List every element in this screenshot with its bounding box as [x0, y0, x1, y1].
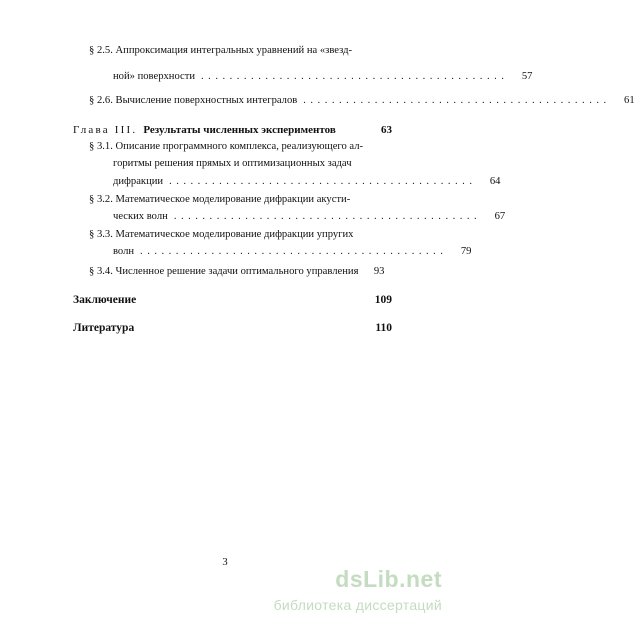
toc-entry-2-5-number: § 2.5. [89, 45, 113, 56]
toc-leader-dots: ........................................... [169, 176, 477, 187]
toc-conclusion-title: Заключение [73, 294, 137, 306]
watermark-logo: dsLib.net [335, 566, 442, 592]
toc-entry-3-1-line1 [89, 140, 363, 153]
watermark-subtitle: библиотека диссертаций [273, 597, 442, 613]
toc-entry-2-6-number: § 2.6. [89, 95, 113, 106]
toc-entry-3-3-title-line2: волн [113, 246, 135, 257]
toc-chapter-3-label: Глава III. [73, 124, 138, 136]
toc-leader-dots: ........................................... [201, 71, 509, 82]
toc-entry-2-5-title-line2: ной» поверхности [113, 71, 196, 82]
toc-entry-3-1-number: § 3.1. [89, 141, 113, 152]
toc-entry-3-4-title: Численное решение задачи оптимального управления [115, 266, 359, 277]
toc-entry-3-2-number: § 3.2. [89, 194, 113, 205]
toc-literature[interactable] [73, 321, 392, 335]
toc-entry-3-2-title-line1: Математическое моделирование дифракции акусти- [115, 194, 351, 205]
toc-chapter-3-page: 63 [381, 124, 392, 136]
toc-entry-3-2-line1 [89, 193, 350, 206]
toc-entry-2-6[interactable] [89, 94, 635, 107]
toc-conclusion-page: 109 [374, 294, 392, 306]
toc-entry-3-2-title-line2: ческих волн [113, 211, 168, 222]
toc-entry-3-1-page: 64 [489, 176, 501, 187]
toc-entry-3-1-line3[interactable] [113, 175, 501, 188]
toc-leader-dots: ........................................... [303, 95, 611, 106]
toc-entry-3-3-page: 79 [460, 246, 472, 257]
toc-entry-3-3-line1 [89, 228, 353, 241]
toc-entry-3-2-line2[interactable] [113, 210, 506, 223]
toc-entry-3-4[interactable] [89, 265, 390, 278]
toc-entry-3-1-title-line3: дифракции [113, 176, 164, 187]
toc-entry-2-5-line2[interactable] [113, 70, 533, 83]
toc-entry-2-5-title-line1: Аппроксимация интегральных уравнений на «звезд- [115, 45, 352, 56]
toc-entry-3-3-title-line1: Математическое моделирование дифракции упругих [115, 229, 354, 240]
toc-entry-3-2-page: 67 [494, 211, 506, 222]
toc-entry-3-1-line2 [113, 157, 352, 170]
toc-leader-dots: ........................................... [173, 211, 482, 222]
watermark [262, 566, 450, 620]
toc-entry-2-6-page: 61 [624, 95, 635, 106]
toc-leader-dots: ........................................... [140, 246, 448, 257]
toc-entry-3-1-title-line2: горитмы решения прямых и оптимизационных задач [113, 158, 352, 169]
toc-literature-title: Литература [73, 322, 135, 334]
page-number: 3 [222, 557, 228, 568]
toc-chapter-3-title: Результаты численных экспериментов [143, 124, 336, 136]
toc-entry-3-1-title-line1: Описание программного комплекса, реализующего ал- [115, 141, 364, 152]
toc-chapter-3[interactable] [73, 123, 392, 137]
toc-entry-2-6-title: Вычисление поверхностных интегралов [115, 95, 298, 106]
toc-entry-2-5-page: 57 [521, 71, 533, 82]
toc-entry-3-3-number: § 3.3. [89, 229, 113, 240]
toc-literature-page: 110 [375, 322, 392, 334]
toc-entry-3-4-number: § 3.4. [89, 266, 113, 277]
toc-entry-3-4-page: 93 [373, 266, 385, 277]
toc-entry-3-3-line2[interactable] [113, 245, 472, 258]
toc-conclusion[interactable] [73, 293, 392, 307]
toc-entry-2-5-line1 [89, 44, 352, 57]
